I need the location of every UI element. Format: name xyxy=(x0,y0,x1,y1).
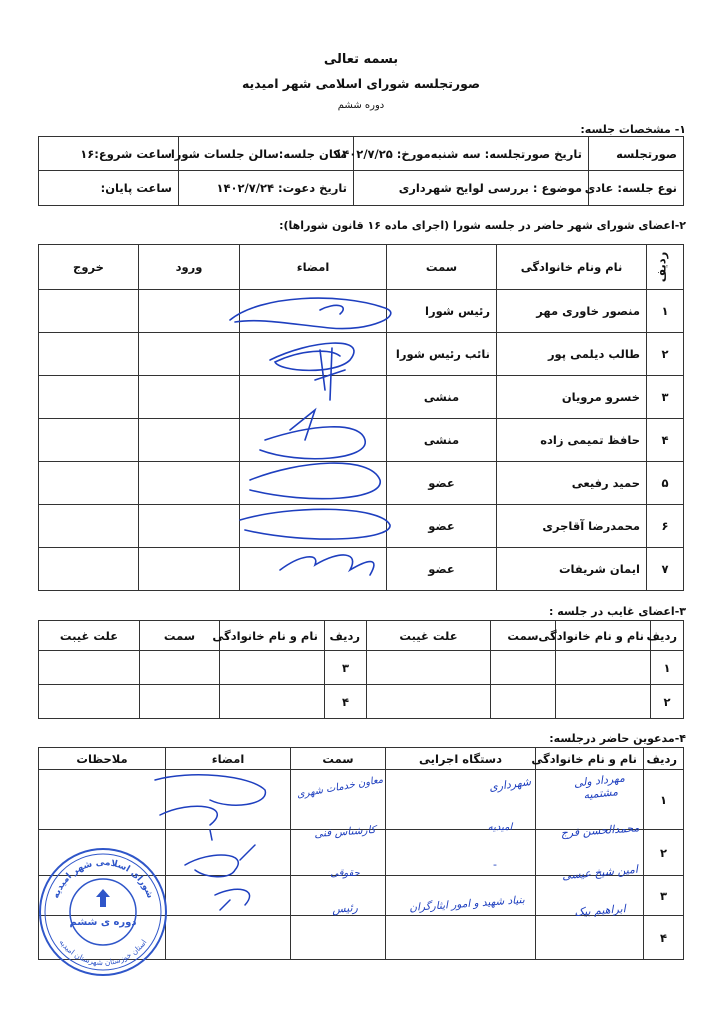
header-absence-reason-b: علت غیبت xyxy=(39,621,140,651)
stamp-outer-text: شورای اسلامی شهر امیدیه xyxy=(51,857,155,900)
header-exit: خروج xyxy=(39,245,139,290)
invitee-role-4: رئیس xyxy=(331,901,359,916)
session-date-value: مورخ: ۱۴۰۲/۷/۲۵ xyxy=(335,146,431,161)
header-signature: امضاء xyxy=(166,748,291,770)
table-row: ۲ طالب دیلمی پور نائب رئیس شورا xyxy=(39,333,684,376)
session-info-table xyxy=(38,136,684,206)
invitee-name-3: امین شیخ عیسی xyxy=(561,862,639,883)
invite-date: تاریخ دعوت: ۱۴۰۲/۷/۲۴ xyxy=(179,171,354,206)
table-row: ۱ منصور خاوری مهر رئیس شورا xyxy=(39,290,684,333)
invitee-name-2: محمدالحسن فرج xyxy=(560,821,640,840)
header-role-b: سمت xyxy=(140,621,220,651)
invitee-org-4: بنیاد شهید و امور ایثارگران xyxy=(408,893,526,915)
table-row: ۲ ۴ xyxy=(39,685,684,719)
header-role: سمت xyxy=(387,245,497,290)
header-entry: ورود xyxy=(139,245,240,290)
section4-title: ۴-مدعوین حاضر درجلسه: xyxy=(549,732,686,745)
table-row: ۴ xyxy=(39,916,684,960)
section3-title: ۳-اعضای غایب در جلسه : xyxy=(548,605,686,618)
header-row-number-b: ردیف xyxy=(325,621,367,651)
stamp-inner-text: دوره ی ششم xyxy=(69,917,137,928)
stamp-bottom-text: استان خوزستان شهرستان امیدیه xyxy=(57,937,149,968)
table-row: ۳ xyxy=(39,876,684,916)
table-row: ۲ xyxy=(39,830,684,876)
term-label: دوره ششم xyxy=(337,100,385,111)
minutes-label: صورتجلسه xyxy=(589,137,684,171)
invitee-org-1: شهرداری xyxy=(488,775,532,794)
header-row-number: ردیف xyxy=(647,245,684,290)
table-row: ۵ حمید رفیعی عضو xyxy=(39,462,684,505)
table-row: ۴ حافظ تمیمی زاده منشی xyxy=(39,419,684,462)
table-row: ۶ محمدرضا آقاجری عضو xyxy=(39,505,684,548)
header-name: نام ونام خانوادگی xyxy=(497,245,647,290)
header-row-number: ردیف xyxy=(644,748,684,770)
invitee-role-3: حقوقی xyxy=(330,868,360,879)
header-notes: ملاحظات xyxy=(39,748,166,770)
header-signature: امضاء xyxy=(240,245,387,290)
session-location: مکان جلسه:سالن جلسات شورا xyxy=(179,137,354,171)
invitee-name-4: ابراهیم بیک xyxy=(573,902,627,919)
session-subject: موضوع : بررسی لوایح شهرداری xyxy=(354,171,589,206)
session-type: نوع جلسه: عادی xyxy=(589,171,684,206)
session-date-label: تاریخ صورتجلسه: سه شنبه xyxy=(430,146,582,161)
invitee-role-2: کارشناس فنی xyxy=(313,823,377,841)
bismillah: بسمه تعالی xyxy=(323,52,399,67)
invitee-role-1: معاون خدمات شهری xyxy=(296,774,384,801)
invitee-org-1b: امیدیه xyxy=(487,822,513,833)
header-name: نام و نام خانوادگی xyxy=(556,621,651,651)
header-organization: دستگاه اجرایی xyxy=(386,748,536,770)
header-row-number: ردیف xyxy=(651,621,684,651)
header-absence-reason: علت غیبت xyxy=(367,621,491,651)
table-row: ۱ xyxy=(39,770,684,830)
present-members-table xyxy=(38,244,684,591)
invitee-name-1: مهرداد ولی مشتمیه xyxy=(573,771,626,802)
header-name: نام و نام خانوادگی xyxy=(536,748,644,770)
section2-title: ۲-اعضای شورای شهر حاضر در جلسه شورا (اجرای ماده ۱۶ قانون شوراها): xyxy=(279,219,686,232)
section1-title: ۱- مشخصات جلسه: xyxy=(580,123,686,136)
absent-members-table xyxy=(38,620,684,719)
table-row: ۱ ۳ xyxy=(39,651,684,685)
header-role: سمت xyxy=(291,748,386,770)
header-name-b: نام و نام خانوادگی xyxy=(220,621,325,651)
page-title: صورتجلسه شورای اسلامی شهر امیدیه xyxy=(241,76,481,91)
header-role: سمت xyxy=(491,621,556,651)
session-date-cell xyxy=(335,137,589,171)
session-start-time: ساعت شروع:۱۶ xyxy=(39,137,179,171)
table-row: ۷ ایمان شریفات عضو xyxy=(39,548,684,591)
session-end-time: ساعت پایان: xyxy=(39,171,179,206)
table-row: ۳ خسرو مرویان منشی xyxy=(39,376,684,419)
invitee-org-3: - xyxy=(493,858,497,871)
